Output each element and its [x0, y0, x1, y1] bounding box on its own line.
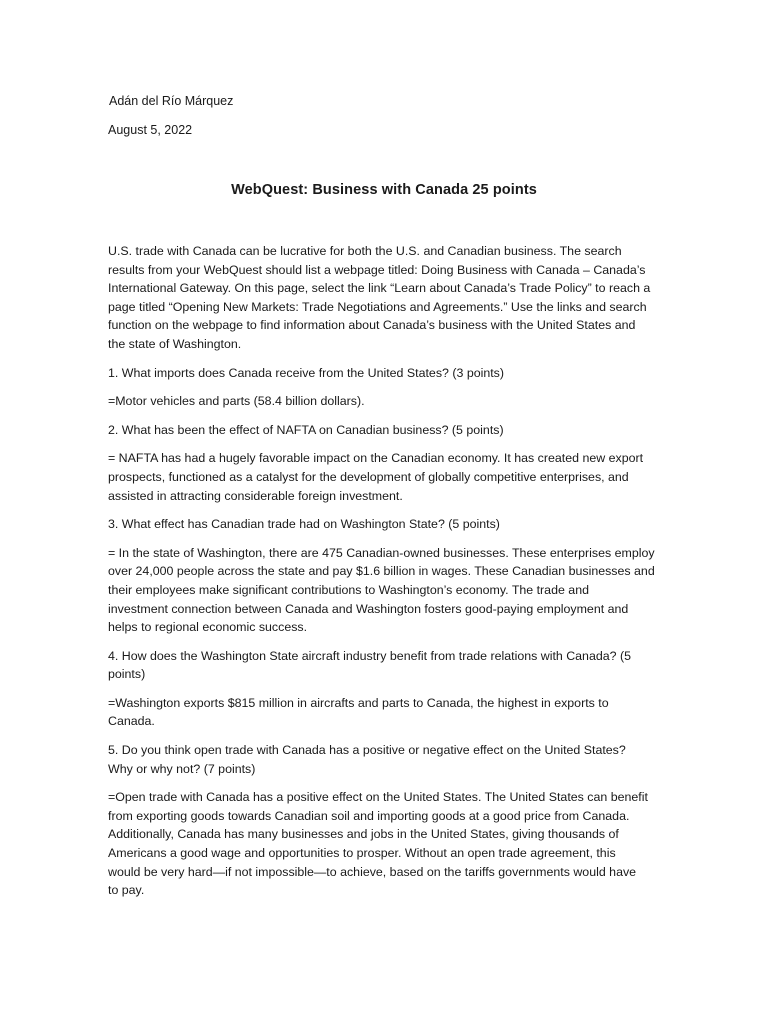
text-line: would be very hard—if not impossible—to achieve, based on the tariffs governments would have	[108, 864, 637, 879]
question-3	[108, 515, 668, 534]
text-line: = NAFTA has had a hugely favorable impact on the Canadian economy. It has created new export	[108, 451, 644, 466]
text-line: results from your WebQuest should list a webpage titled: Doing Business with Canada – Canada’s	[108, 262, 646, 277]
question-4	[108, 647, 668, 684]
text-line: their employees make significant contributions to Washington’s economy. The trade and	[108, 582, 589, 597]
text-line: Why or why not? (7 points)	[108, 761, 256, 776]
author-name: Adán del Río Márquez	[109, 94, 234, 108]
text-line: prospects, functioned as a catalyst for the development of globally competitive enterprises, and	[108, 469, 629, 484]
question-5	[108, 741, 668, 778]
answer-2	[108, 449, 668, 505]
text-line: 4. How does the Washington State aircraft industry benefit from trade relations with Canada? (5	[108, 648, 631, 663]
text-line: 3. What effect has Canadian trade had on Washington State? (5 points)	[108, 517, 500, 532]
text-line: =Motor vehicles and parts (58.4 billion dollars).	[108, 394, 365, 409]
text-line: Americans a good wage and opportunities to prosper. Without an open trade agreement, this	[108, 846, 616, 861]
answer-5	[108, 788, 668, 900]
document-title: WebQuest: Business with Canada 25 points	[231, 182, 537, 198]
text-line: the state of Washington.	[108, 336, 242, 351]
text-line: 1. What imports does Canada receive from the United States? (3 points)	[108, 365, 505, 380]
text-line: =Open trade with Canada has a positive effect on the United States. The United States can benefit	[108, 790, 648, 805]
answer-4	[108, 694, 668, 731]
question-2	[108, 421, 668, 440]
text-line: U.S. trade with Canada can be lucrative for both the U.S. and Canadian business. The search	[108, 244, 622, 258]
answer-1	[108, 392, 668, 411]
document-date: August 5, 2022	[108, 123, 193, 137]
text-line: Canada.	[108, 714, 155, 729]
text-line: points)	[108, 667, 146, 682]
text-line: assisted in attracting considerable foreign investment.	[108, 488, 403, 503]
text-line: 5. Do you think open trade with Canada has a positive or negative effect on the United States?	[108, 743, 626, 758]
text-line: 2. What has been the effect of NAFTA on Canadian business? (5 points)	[108, 422, 504, 437]
text-line: =Washington exports $815 million in aircrafts and parts to Canada, the highest in exports to	[108, 695, 609, 710]
text-line: page titled “Opening New Markets: Trade Negotiations and Agreements.” Use the links and search	[108, 299, 647, 314]
text-line: function on the webpage to find information about Canada’s business with the United States and	[108, 318, 636, 333]
text-line: over 24,000 people across the state and pay $1.6 billion in wages. These Canadian businesses and	[108, 564, 655, 579]
text-line: to pay.	[108, 883, 145, 898]
text-line: = In the state of Washington, there are 475 Canadian-owned businesses. These enterprises employ	[108, 545, 655, 560]
text-line: Additionally, Canada has many businesses and jobs in the United States, giving thousands of	[108, 827, 619, 842]
text-line: International Gateway. On this page, select the link “Learn about Canada’s Trade Policy” to reach a	[108, 281, 651, 296]
intro-paragraph	[108, 242, 668, 354]
question-1	[108, 364, 668, 383]
text-line: helps to regional economic success.	[108, 620, 308, 635]
answer-3	[108, 544, 668, 637]
document-body	[108, 242, 668, 910]
text-line: from exporting goods towards Canadian soil and importing goods at a good price from Canada.	[108, 808, 630, 823]
text-line: investment connection between Canada and Washington fosters good-paying employment and	[108, 601, 629, 616]
